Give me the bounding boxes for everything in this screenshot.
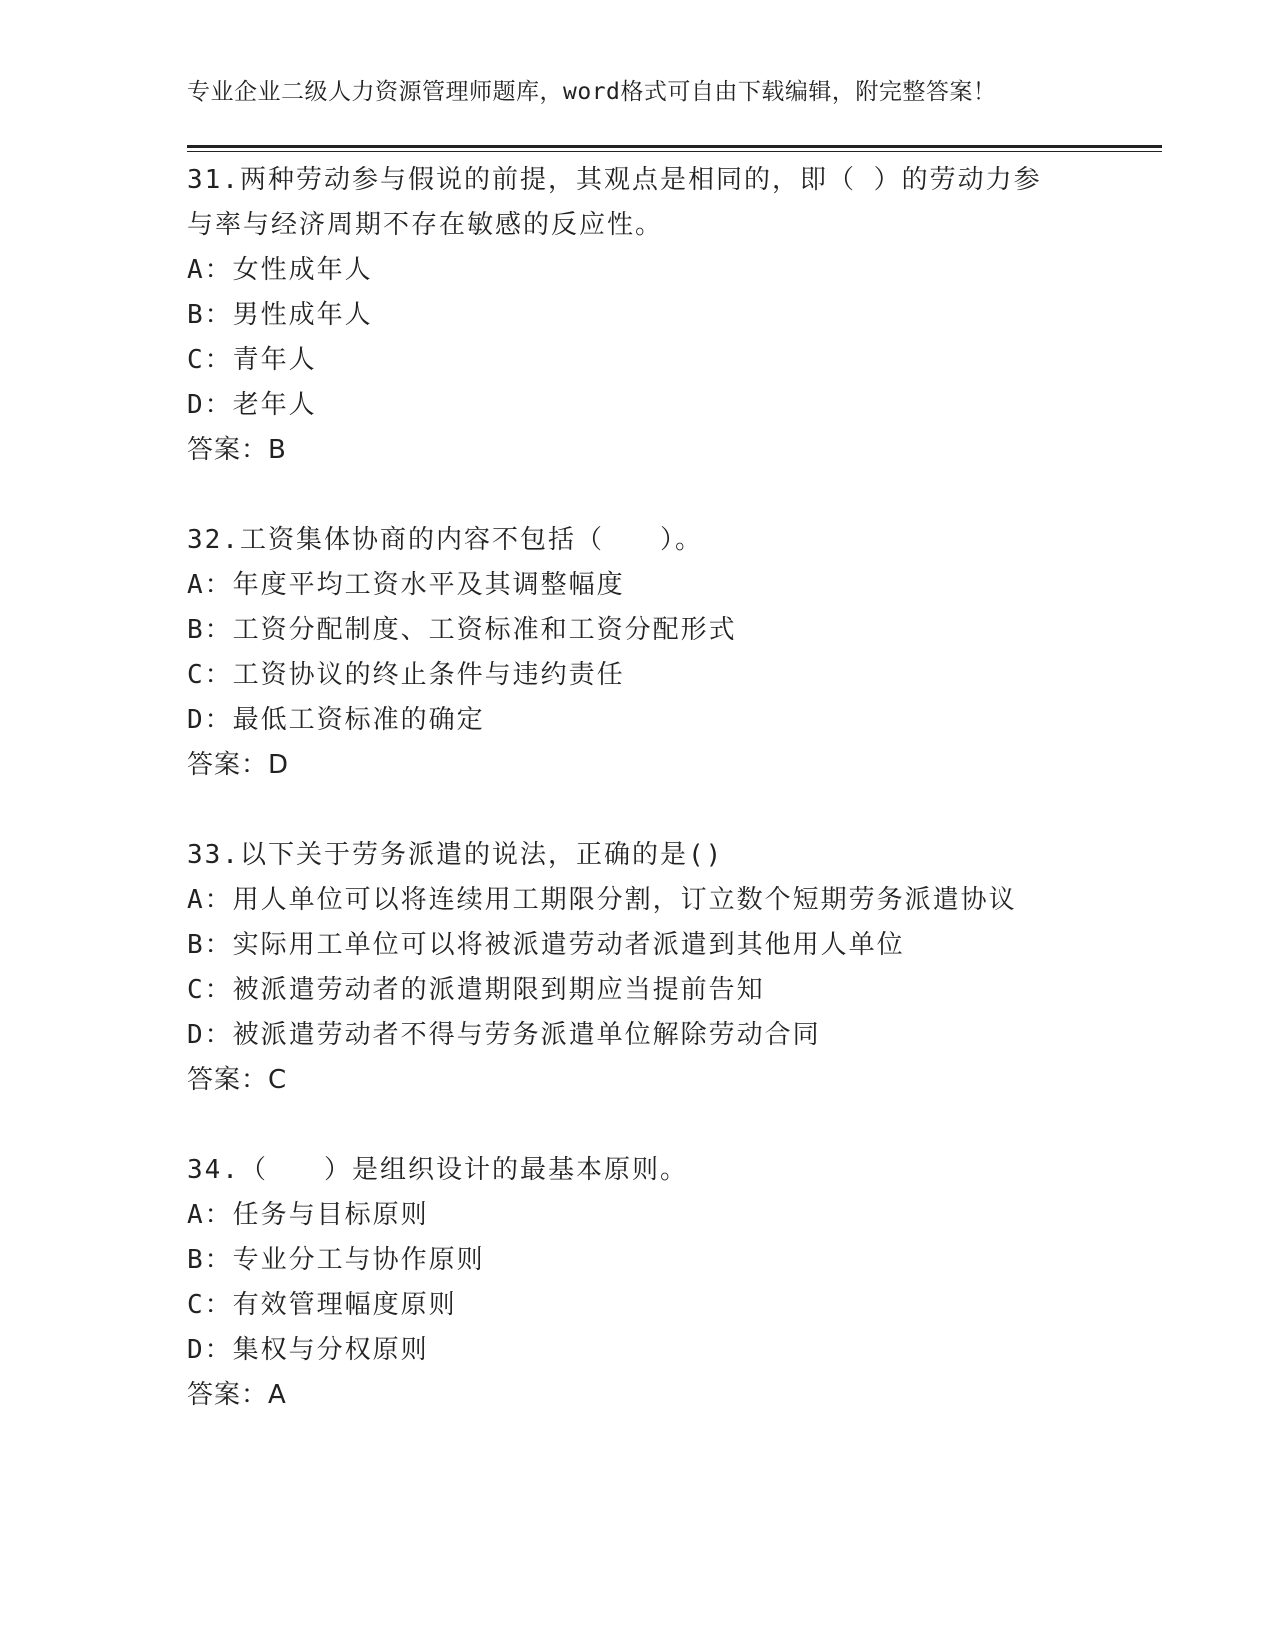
option-c: C：被派遣劳动者的派遣期限到期应当提前告知 [187,975,765,1005]
option-a: A：用人单位可以将连续用工期限分割，订立数个短期劳务派遣协议 [187,885,1017,915]
option-c: C：青年人 [187,345,317,375]
question-stem-line: 31.两种劳动参与假说的前提，其观点是相同的，即（ ）的劳动力参 [187,165,1042,195]
option-c: C：有效管理幅度原则 [187,1290,457,1320]
option-b: B：男性成年人 [187,300,373,330]
question-stem-line: 34.（ ）是组织设计的最基本原则。 [187,1155,688,1185]
answer-line: 答案：D [187,750,290,780]
question-stem-line: 与率与经济周期不存在敏感的反应性。 [187,210,664,240]
question-34 [187,1148,1087,1418]
option-b: B：专业分工与协作原则 [187,1245,485,1275]
option-d: D：被派遣劳动者不得与劳务派遣单位解除劳动合同 [187,1020,821,1050]
answer-line: 答案：A [187,1380,287,1410]
page-header: 专业企业二级人力资源管理师题库，word格式可自由下载编辑，附完整答案！ [187,79,997,105]
answer-line: 答案：B [187,435,287,465]
question-stem-line: 33.以下关于劳务派遣的说法，正确的是() [187,840,724,870]
option-a: A：年度平均工资水平及其调整幅度 [187,570,625,600]
option-d: D：最低工资标准的确定 [187,705,485,735]
option-b: B：工资分配制度、工资标准和工资分配形式 [187,615,737,645]
option-d: D：集权与分权原则 [187,1335,429,1365]
question-stem-line: 32.工资集体协商的内容不包括（ ）。 [187,525,703,555]
question-31 [187,158,1087,473]
option-a: A：女性成年人 [187,255,373,285]
option-d: D：老年人 [187,390,317,420]
question-33 [187,833,1087,1103]
header-rule-thick [187,145,1162,148]
answer-line: 答案：C [187,1065,288,1095]
option-c: C：工资协议的终止条件与违约责任 [187,660,625,690]
option-b: B：实际用工单位可以将被派遣劳动者派遣到其他用人单位 [187,930,905,960]
question-list [187,158,1087,1463]
header-rule-thin [187,151,1162,152]
question-32 [187,518,1087,788]
option-a: A：任务与目标原则 [187,1200,429,1230]
